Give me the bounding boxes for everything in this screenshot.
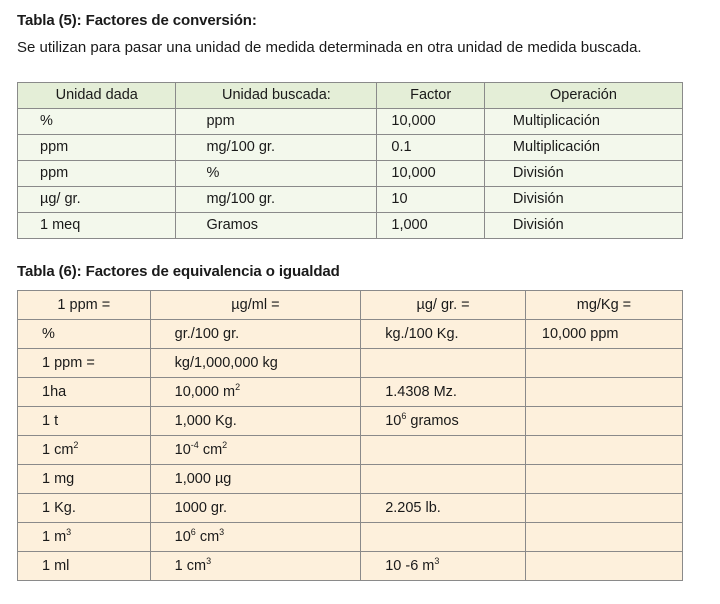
table6-cell (150, 378, 361, 407)
cell-text: 1000 gr. (174, 500, 228, 516)
superscript: 3 (434, 556, 440, 566)
table6-cell (18, 349, 151, 378)
cell-text: 1 t (42, 413, 59, 429)
table6-cell (150, 349, 361, 378)
table6-cell (361, 552, 526, 581)
cell-text-suffix: cm (198, 442, 223, 458)
table5-row (18, 135, 683, 161)
table5-row (18, 109, 683, 135)
table6-cell (18, 523, 151, 552)
cell-text: % (42, 326, 55, 342)
table5-cell: 10 (377, 187, 485, 213)
table5-cell: % (176, 161, 377, 187)
table5-cell: División (484, 213, 682, 239)
table6-cell (361, 465, 526, 494)
equivalence-factors-table (17, 290, 683, 581)
table6-cell (361, 378, 526, 407)
table6-cell (18, 436, 151, 465)
table6-cell (361, 407, 526, 436)
table5-header-cell: Operación (484, 83, 682, 109)
table5-header-cell: Unidad buscada: (176, 83, 377, 109)
table6-cell (150, 552, 361, 581)
cell-text: 10 (174, 442, 191, 458)
table6-row (18, 378, 683, 407)
cell-text: 1 Kg. (42, 500, 76, 516)
superscript: 6 (401, 411, 407, 421)
table5-cell: µg/ gr. (18, 187, 176, 213)
table6-row (18, 552, 683, 581)
table6-cell (361, 349, 526, 378)
cell-text: 10 -6 m (385, 558, 435, 574)
table6-cell (150, 494, 361, 523)
table5-cell: División (484, 161, 682, 187)
cell-text: 1.4308 Mz. (385, 384, 457, 400)
table6-row (18, 349, 683, 378)
table5-cell: Gramos (176, 213, 377, 239)
cell-text: 2.205 lb. (385, 500, 441, 516)
cell-text: 1 ppm = (42, 355, 95, 371)
table6-row (18, 320, 683, 349)
cell-text: 1 cm (174, 558, 207, 574)
table5-cell: División (484, 187, 682, 213)
table5-cell: Multiplicación (484, 135, 682, 161)
cell-text: 1 cm (42, 442, 74, 458)
table6-header-cell: 1 ppm = (18, 291, 151, 320)
table6-cell (361, 320, 526, 349)
superscript: 3 (219, 527, 225, 537)
table6-cell (18, 552, 151, 581)
cell-text: kg/1,000,000 kg (174, 355, 278, 371)
table6-cell (525, 523, 682, 552)
table5-row (18, 161, 683, 187)
table6-header-cell: µg/ml = (150, 291, 361, 320)
table6-cell (150, 523, 361, 552)
table5-row (18, 187, 683, 213)
table6-header-cell: mg/Kg = (525, 291, 682, 320)
conversion-factors-table (17, 82, 683, 239)
cell-text: 1 mg (42, 471, 75, 487)
table6-cell (525, 349, 682, 378)
superscript: -4 (190, 440, 199, 450)
table6-cell (525, 436, 682, 465)
superscript: 2 (235, 382, 241, 392)
table6-cell (150, 320, 361, 349)
cell-text: 10,000 ppm (541, 326, 619, 342)
table5-cell: 10,000 (377, 109, 485, 135)
table5-row (18, 213, 683, 239)
table5-cell: ppm (18, 135, 176, 161)
table6-cell (18, 378, 151, 407)
superscript: 2 (73, 440, 79, 450)
superscript: 3 (66, 527, 72, 537)
table5-cell: mg/100 gr. (176, 135, 377, 161)
cell-text: 1,000 µg (174, 471, 232, 487)
table6-cell (150, 407, 361, 436)
table5-cell: % (18, 109, 176, 135)
table5-cell: 1 meq (18, 213, 176, 239)
table6-cell (525, 494, 682, 523)
table5-cell: 10,000 (377, 161, 485, 187)
cell-text: 1ha (42, 384, 67, 400)
table5-cell: 1,000 (377, 213, 485, 239)
table6-row (18, 436, 683, 465)
cell-text: 1,000 Kg. (174, 413, 237, 429)
table6-cell (18, 494, 151, 523)
table6-cell (525, 320, 682, 349)
table6-row (18, 407, 683, 436)
table5-description: Se utilizan para pasar una unidad de medida determinada en otra unidad de medida buscada. (17, 39, 642, 56)
table6-cell (18, 320, 151, 349)
table6-header-row (18, 291, 683, 320)
cell-text: 1 m (42, 529, 67, 545)
table6-cell (150, 465, 361, 494)
table6-cell (525, 552, 682, 581)
cell-text-suffix: gramos (406, 413, 459, 429)
table6-cell (361, 523, 526, 552)
table6-cell (525, 378, 682, 407)
table6-cell (150, 436, 361, 465)
table6-row (18, 523, 683, 552)
table6-cell (361, 436, 526, 465)
superscript: 2 (222, 440, 228, 450)
table5-cell: ppm (18, 161, 176, 187)
table6-cell (361, 494, 526, 523)
cell-text: 10 (174, 529, 191, 545)
cell-text: 1 ml (42, 558, 70, 574)
table6-title: Tabla (6): Factores de equivalencia o igualdad (17, 263, 340, 280)
superscript: 6 (190, 527, 196, 537)
table6-header-cell: µg/ gr. = (361, 291, 526, 320)
table6-cell (18, 465, 151, 494)
table5-cell: Multiplicación (484, 109, 682, 135)
cell-text-suffix: cm (195, 529, 220, 545)
table6-cell (525, 465, 682, 494)
superscript: 3 (206, 556, 212, 566)
table5-cell: ppm (176, 109, 377, 135)
table6-cell (525, 407, 682, 436)
table5-title: Tabla (5): Factores de conversión: (17, 12, 257, 29)
table6-cell (18, 407, 151, 436)
cell-text: gr./100 gr. (174, 326, 240, 342)
table5-cell: 0.1 (377, 135, 485, 161)
table5-header-cell: Factor (377, 83, 485, 109)
table6-row (18, 494, 683, 523)
cell-text: kg./100 Kg. (385, 326, 459, 342)
cell-text: 10 (385, 413, 402, 429)
table6-row (18, 465, 683, 494)
table5-cell: mg/100 gr. (176, 187, 377, 213)
table5-header-cell: Unidad dada (18, 83, 176, 109)
cell-text: 10,000 m (174, 384, 236, 400)
table5-header-row (18, 83, 683, 109)
